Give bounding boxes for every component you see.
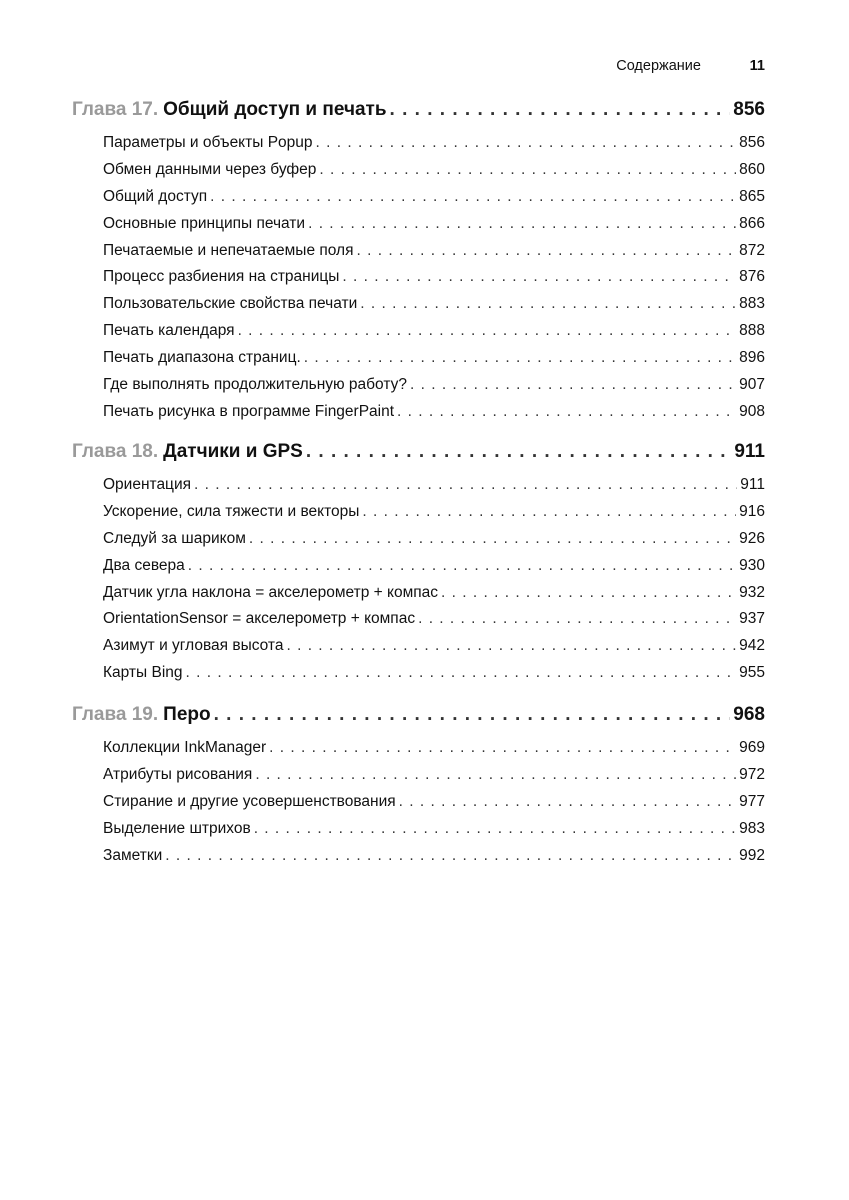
dot-leader — [399, 789, 736, 816]
entry-title: Основные принципы печати — [103, 214, 306, 232]
entry-title: Ориентация — [103, 476, 191, 493]
entry-page: 911 — [740, 476, 765, 493]
entry-title: Печать рисунка в программе FingerPaint — [103, 402, 395, 420]
toc-entry[interactable] — [72, 499, 765, 526]
dot-leader — [269, 735, 736, 762]
entry-page: 977 — [739, 792, 765, 810]
toc-entry[interactable] — [72, 789, 765, 816]
chapter-heading[interactable] — [72, 93, 765, 127]
entry-title: Обмен данными через буфер — [103, 160, 317, 178]
entry-page: 907 — [739, 376, 765, 394]
toc-entry[interactable] — [72, 735, 765, 762]
toc-entry[interactable] — [72, 372, 765, 399]
dot-leader — [214, 698, 731, 732]
entry-page: 865 — [739, 187, 765, 205]
entry-title: Выделение штрихов — [103, 819, 251, 837]
dot-leader — [410, 372, 736, 399]
chapter-label: Глава 18. — [72, 441, 159, 462]
dot-leader — [308, 211, 736, 238]
running-header — [0, 58, 765, 74]
entry-title: Пользовательские свойства печати — [103, 295, 358, 313]
chapter-section — [72, 93, 765, 426]
toc-entry[interactable] — [72, 762, 765, 789]
toc-entry[interactable] — [72, 553, 765, 580]
header-title: Содержание — [616, 58, 701, 74]
toc-entry[interactable] — [72, 184, 765, 211]
dot-leader — [360, 291, 736, 318]
dot-leader — [188, 553, 736, 580]
entry-page: 916 — [739, 502, 765, 520]
dot-leader — [165, 843, 736, 870]
entry-page: 872 — [739, 241, 765, 259]
dot-leader — [319, 157, 736, 184]
chapter-title: Общий доступ и печать — [163, 99, 387, 120]
toc-entry[interactable] — [72, 130, 765, 157]
dot-leader — [255, 762, 736, 789]
entry-title: Стирание и другие усовершенствования — [103, 792, 396, 810]
entry-page: 860 — [739, 160, 765, 178]
dot-leader — [316, 130, 737, 157]
entry-title: Два севера — [103, 556, 185, 574]
entry-page: 926 — [739, 529, 765, 547]
dot-leader — [210, 184, 736, 211]
page-number: 11 — [749, 58, 765, 74]
chapter-page: 856 — [733, 99, 765, 120]
toc-entry[interactable] — [72, 633, 765, 660]
entry-title: Общий доступ — [103, 187, 208, 205]
entry-title: Карты Bing — [103, 664, 183, 682]
dot-leader — [304, 345, 736, 372]
entry-title: Где выполнять продолжительную работу? — [103, 376, 407, 394]
dot-leader — [306, 435, 732, 469]
chapter-heading[interactable] — [72, 698, 765, 732]
entry-title: Печать календаря — [103, 322, 235, 340]
entry-page: 908 — [739, 402, 765, 420]
dot-leader — [342, 264, 736, 291]
entry-page: 972 — [739, 765, 765, 783]
toc-entry[interactable] — [72, 345, 765, 372]
dot-leader — [194, 472, 737, 499]
chapter-title: Перо — [163, 704, 211, 725]
toc-entry[interactable] — [72, 157, 765, 184]
entry-page: 937 — [739, 610, 765, 628]
chapter-label: Глава 17. — [72, 99, 159, 120]
chapter-heading[interactable] — [72, 435, 765, 469]
toc-entry[interactable] — [72, 660, 765, 687]
chapter-page: 968 — [733, 704, 765, 725]
entry-page: 983 — [739, 819, 765, 837]
chapter-page: 911 — [734, 441, 765, 462]
entry-title: Заметки — [103, 846, 163, 864]
toc-entry[interactable] — [72, 472, 765, 499]
dot-leader — [254, 816, 736, 843]
entry-title: Датчик угла наклона = акселерометр + компас — [103, 583, 439, 601]
toc-entry[interactable] — [72, 291, 765, 318]
entry-page: 969 — [739, 739, 765, 756]
entry-title: Печать диапазона страниц. — [103, 349, 301, 367]
dot-leader — [362, 499, 736, 526]
dot-leader — [441, 580, 736, 607]
toc-entry[interactable] — [72, 580, 765, 607]
toc-entry[interactable] — [72, 606, 765, 633]
toc-entry[interactable] — [72, 318, 765, 345]
dot-leader — [357, 238, 737, 265]
entry-title: Параметры и объекты Popup — [103, 134, 313, 151]
toc-entry[interactable] — [72, 264, 765, 291]
toc-entry[interactable] — [72, 816, 765, 843]
dot-leader — [238, 318, 737, 345]
dot-leader — [390, 93, 731, 127]
chapter-label: Глава 19. — [72, 704, 159, 725]
toc-entry[interactable] — [72, 526, 765, 553]
entry-page: 896 — [739, 349, 765, 367]
entry-page: 876 — [739, 268, 765, 286]
dot-leader — [418, 606, 736, 633]
chapter-section — [72, 435, 765, 687]
dot-leader — [249, 526, 736, 553]
entry-page: 942 — [739, 637, 765, 655]
dot-leader — [286, 633, 736, 660]
entry-page: 856 — [739, 134, 765, 151]
chapter-section — [72, 698, 765, 869]
entry-title: Коллекции InkManager — [103, 739, 267, 756]
entry-page: 992 — [739, 846, 765, 864]
toc-entry[interactable] — [72, 399, 765, 426]
toc-entry[interactable] — [72, 843, 765, 870]
entry-page: 883 — [739, 295, 765, 313]
entry-title: Ускорение, сила тяжести и векторы — [103, 502, 360, 520]
entry-title: Следуй за шариком — [103, 529, 246, 547]
entry-title: Азимут и угловая высота — [103, 637, 284, 655]
chapter-title: Датчики и GPS — [163, 441, 303, 462]
dot-leader — [186, 660, 737, 687]
toc-entry[interactable] — [72, 211, 765, 238]
entry-title: Атрибуты рисования — [103, 765, 253, 783]
entry-page: 866 — [739, 214, 765, 232]
entry-title: Процесс разбиения на страницы — [103, 268, 340, 286]
entry-page: 955 — [739, 664, 765, 682]
entry-title: OrientationSensor = акселерометр + компас — [103, 610, 416, 628]
toc-entry[interactable] — [72, 238, 765, 265]
entry-page: 888 — [739, 322, 765, 340]
entry-page: 932 — [739, 583, 765, 601]
entry-title: Печатаемые и непечатаемые поля — [103, 241, 354, 259]
entry-page: 930 — [739, 556, 765, 574]
dot-leader — [397, 399, 736, 426]
